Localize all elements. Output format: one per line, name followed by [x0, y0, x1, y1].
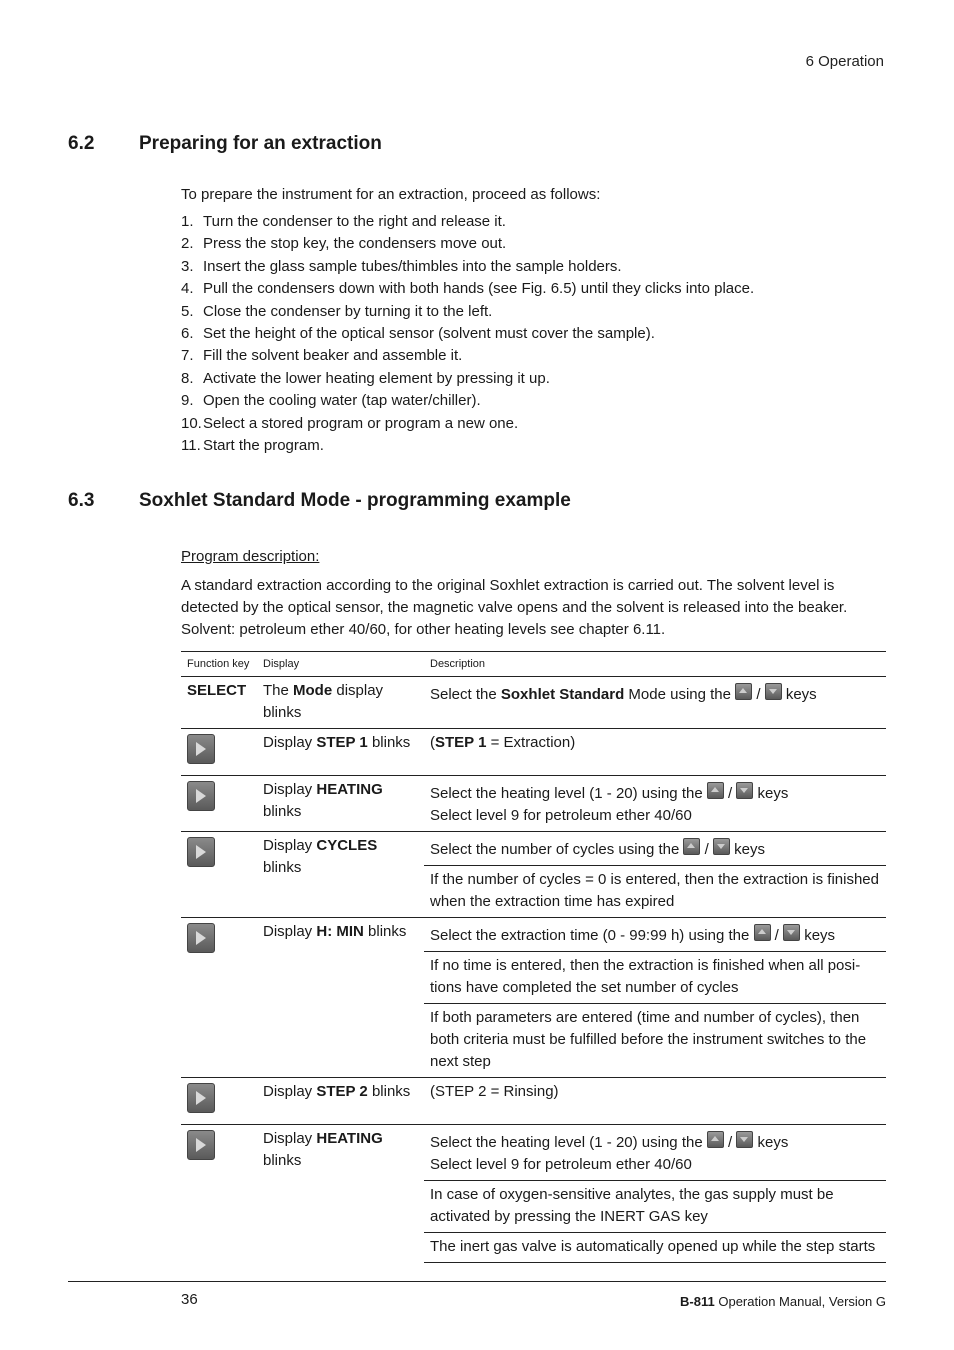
description-cell: (STEP 1 = Extraction) [424, 729, 886, 776]
column-header: Function key [181, 652, 257, 677]
description-cell: In case of oxygen-sensitive analytes, the gas supply must be activated by pressing the INERT GAS key [424, 1181, 886, 1233]
display-cell: Display STEP 1 blinks [257, 729, 424, 776]
section-number: 6.2 [68, 133, 95, 154]
footer-manual-title: B-811 Operation Manual, Version G [680, 1294, 886, 1309]
list-item: 3. Insert the glass sample tubes/thimbles into the sample holders. [181, 257, 622, 275]
list-item: 5. Close the condenser by turning it to the left. [181, 302, 493, 320]
play-key-icon [187, 923, 215, 953]
description-cell: If both parameters are entered (time and number of cycles), then both criteria must be fulfilled before the instrument switches to the next step [424, 1004, 886, 1078]
description-cell: Select the Soxhlet Standard Mode using the / keys [424, 677, 886, 729]
display-cell: Display STEP 2 blinks [257, 1078, 424, 1125]
play-key-icon [187, 837, 215, 867]
play-key-icon [187, 1130, 215, 1160]
up-arrow-key-icon [683, 838, 700, 855]
list-item: 7. Fill the solvent beaker and assemble it. [181, 347, 463, 365]
display-cell: Display HEATING blinks [257, 776, 424, 832]
program-description-label: Program description: [181, 548, 320, 565]
select-key-label: SELECT [187, 682, 247, 699]
description-cell: Select the number of cycles using the / keys [424, 832, 886, 866]
table-row [181, 918, 886, 952]
description-cell: If the number of cycles = 0 is entered, then the extraction is finished when the extraction time has expired [424, 866, 886, 918]
description-cell: (STEP 2 = Rinsing) [424, 1078, 886, 1125]
play-key-icon [187, 734, 215, 764]
table-row [181, 832, 886, 866]
description-cell: Select the heating level (1 - 20) using the / keys Select level 9 for petroleum ether 40/60 [424, 776, 886, 832]
section-title: Soxhlet Standard Mode - programming example [139, 490, 571, 511]
section-number: 6.3 [68, 490, 95, 511]
table-row [181, 729, 886, 776]
list-item: 10. Select a stored program or program a new one. [181, 414, 519, 432]
footer-divider [68, 1281, 886, 1282]
up-arrow-key-icon [754, 924, 771, 941]
page-number: 36 [181, 1291, 198, 1308]
list-item: 11. Start the program. [181, 436, 324, 454]
play-key-icon [187, 1083, 215, 1113]
list-item: 4. Pull the condensers down with both hands (see Fig. 6.5) until they clicks into place. [181, 280, 755, 298]
up-arrow-key-icon [707, 1131, 724, 1148]
list-item: 2. Press the stop key, the condensers move out. [181, 235, 507, 253]
down-arrow-key-icon [713, 838, 730, 855]
programming-table [181, 651, 886, 1263]
table-row [181, 776, 886, 832]
description-cell: Select the heating level (1 - 20) using the / keys Select level 9 for petroleum ether 40/60 [424, 1125, 886, 1181]
up-arrow-key-icon [707, 782, 724, 799]
description-cell: If no time is entered, then the extraction is finished when all posi-tions have completed the set number of cycles [424, 952, 886, 1004]
play-key-icon [187, 781, 215, 811]
down-arrow-key-icon [783, 924, 800, 941]
table-header-row [181, 652, 886, 677]
display-cell: Display CYCLES blinks [257, 832, 424, 918]
program-description: A standard extraction according to the original Soxhlet extraction is carried out. The solvent level is detected by the optical sensor, the magnetic valve opens and the solvent is released into the beaker. Solvent: petroleum ether 40/60, for other heating levels see chapter 6.11. [181, 577, 848, 638]
intro-text: To prepare the instrument for an extraction, proceed as follows: [181, 186, 601, 203]
table-row [181, 1078, 886, 1125]
preparation-steps [181, 213, 754, 459]
list-item: 6. Set the height of the optical sensor (solvent must cover the sample). [181, 324, 655, 342]
table-row [181, 1125, 886, 1181]
display-cell: Display H: MIN blinks [257, 918, 424, 1078]
column-header: Display [257, 652, 424, 677]
column-header: Description [424, 652, 886, 677]
list-item: 8. Activate the lower heating element by pressing it up. [181, 369, 550, 387]
list-item: 9. Open the cooling water (tap water/chiller). [181, 392, 481, 410]
chapter-header: 6 Operation [805, 53, 884, 70]
display-cell: The Mode display blinks [257, 677, 424, 729]
description-cell: Select the extraction time (0 - 99:99 h) using the / keys [424, 918, 886, 952]
section-title: Preparing for an extraction [139, 133, 382, 154]
down-arrow-key-icon [736, 1131, 753, 1148]
down-arrow-key-icon [765, 683, 782, 700]
description-cell: The inert gas valve is automatically opened up while the step starts [424, 1233, 886, 1263]
list-item: 1. Turn the condenser to the right and release it. [181, 213, 506, 230]
down-arrow-key-icon [736, 782, 753, 799]
display-cell: Display HEATING blinks [257, 1125, 424, 1263]
up-arrow-key-icon [735, 683, 752, 700]
table-row [181, 677, 886, 729]
